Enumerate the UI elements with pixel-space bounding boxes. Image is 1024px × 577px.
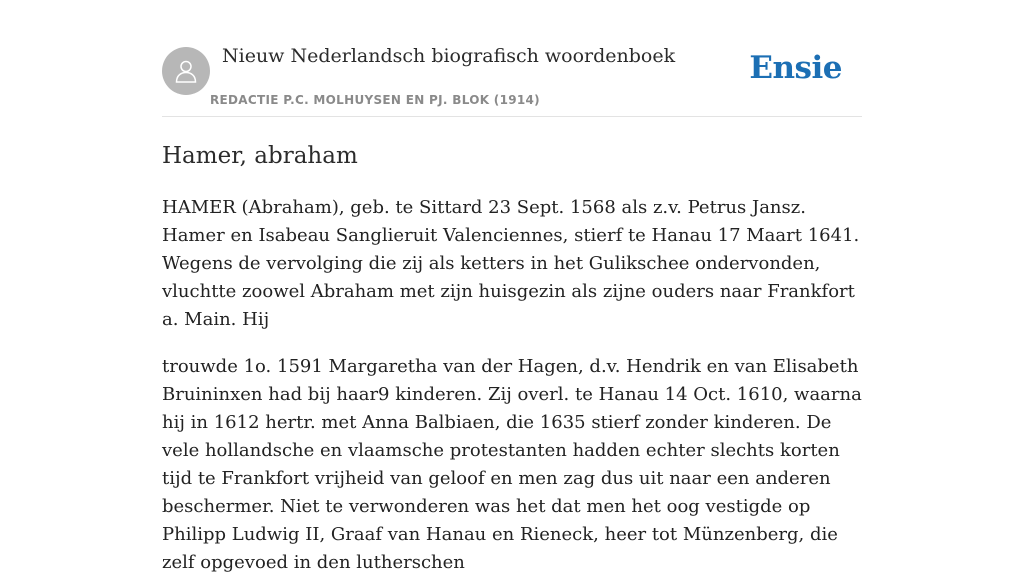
book-title[interactable]: Nieuw Nederlandsch biografisch woordenboek <box>222 45 676 67</box>
entry-paragraph: HAMER (Abraham), geb. te Sittard 23 Sept. 1568 als z.v. Petrus Jansz. Hamer en Isabeau Sanglieruit Valenciennes, stierf te Hanau 17 Maart 1641. Wegens de vervolging die zij als ketters in het Gulikschee ondervonden, vluchtte zoowel Abraham met zijn huisgezin als zijne ouders naar Frankfort a. Main. Hij <box>162 197 860 330</box>
header <box>162 0 862 117</box>
entry-paragraph: trouwde 1o. 1591 Margaretha van der Hagen, d.v. Hendrik en van Elisabeth Bruininxen had bij haar9 kinderen. Zij overl. te Hanau 14 Oct. 1610, waarna hij in 1612 hertr. met Anna Balbiaen, die 1635 stierf zonder kinderen. De vele hollandsche en vlaamsche protestanten hadden echter slechts korten tijd te Frankfort vrijheid van geloof en men zag dus uit naar een anderen beschermer. Niet te verwonderen was het dat men het oog vestigde op Philipp Ludwig II, Graaf van Hanau en Rieneck, heer tot Münzenberg, die zelf opgevoed in den lutherschen <box>162 356 862 573</box>
entry-title: Hamer, abraham <box>162 143 358 169</box>
avatar[interactable] <box>162 47 210 95</box>
book-editors: REDACTIE P.C. MOLHUYSEN EN PJ. BLOK (1914) <box>210 93 540 107</box>
user-avatar-icon <box>173 58 199 84</box>
ensie-logo[interactable]: Ensie <box>749 50 842 86</box>
content <box>162 0 862 577</box>
